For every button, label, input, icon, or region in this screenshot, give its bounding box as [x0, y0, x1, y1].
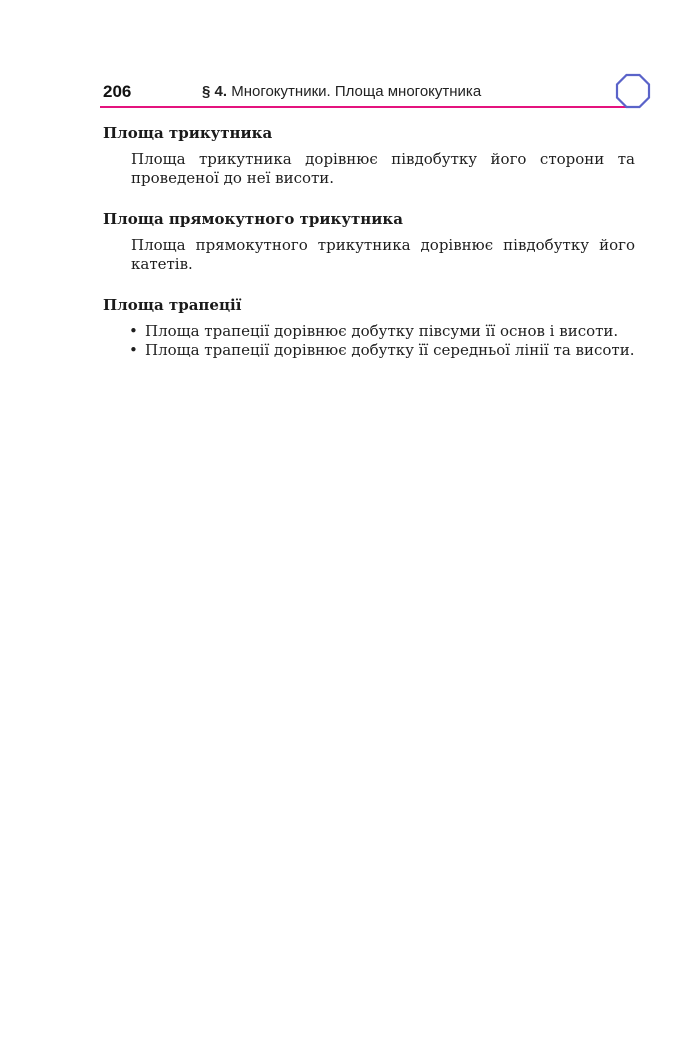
section-heading: Площа прямокутного трикутника [103, 210, 403, 228]
bullet-list [129, 322, 635, 360]
section-mark: § 4. [202, 83, 228, 100]
section-text: Площа трикутника дорівнює півдобутку його сторони та проведеної до неї висоти. [131, 150, 635, 187]
bullet-icon: • [129, 341, 138, 359]
bullet-icon: • [129, 322, 138, 340]
list-item [129, 341, 635, 360]
section-right-triangle-area [103, 210, 635, 274]
section-triangle-area [103, 124, 635, 188]
page-number: 206 [103, 82, 132, 101]
header-rule [100, 106, 635, 108]
page-header [100, 80, 635, 106]
list-item-text: Площа трапеції дорівнює добутку її середньої лінії та висоти. [145, 341, 635, 359]
section-text: Площа прямокутного трикутника дорівнює півдобутку його катетів. [131, 236, 635, 273]
page-content [103, 124, 635, 382]
octagon-icon [614, 72, 652, 110]
section-title: Многокутники. Площа многокутника [231, 83, 482, 100]
running-title [202, 83, 481, 100]
section-heading: Площа трикутника [103, 124, 273, 142]
list-item [129, 322, 635, 341]
list-item-text: Площа трапеції дорівнює добутку півсуми її основ і висоти. [145, 322, 619, 340]
section-heading: Площа трапеції [103, 296, 242, 314]
section-trapezoid-area [103, 296, 635, 360]
